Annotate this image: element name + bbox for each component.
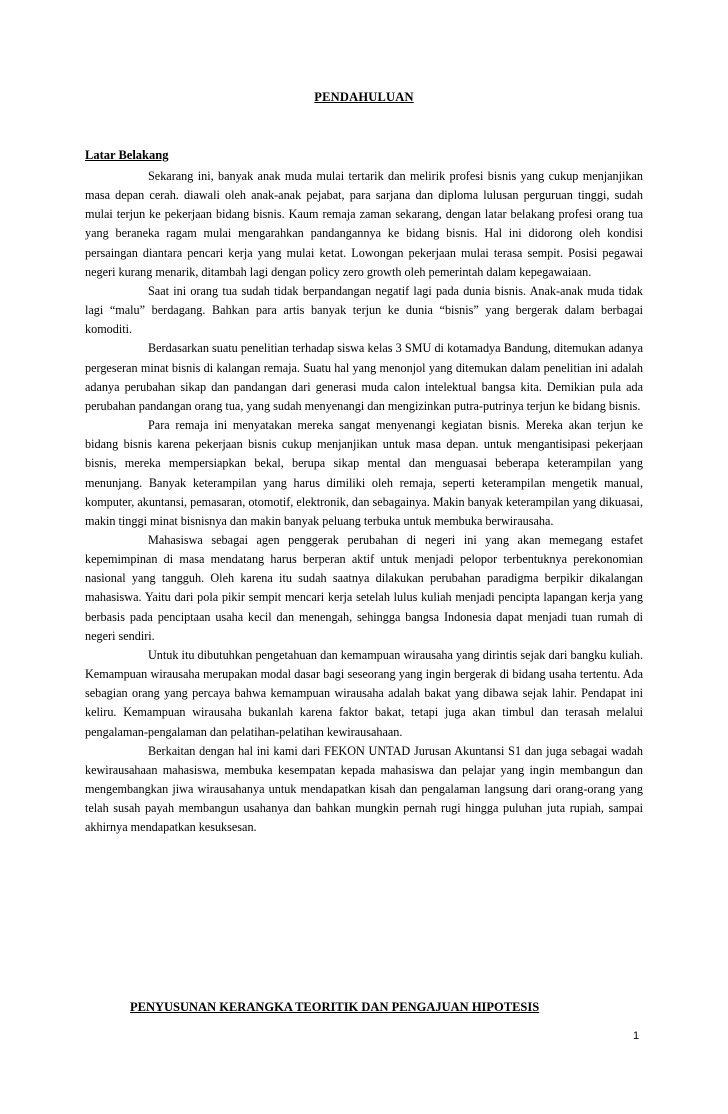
section-heading: Latar Belakang <box>85 148 169 162</box>
body-text <box>85 167 643 837</box>
paragraph: Para remaja ini menyatakan mereka sangat menyenangi kegiatan bisnis. Mereka akan terjun ke bidang bisnis karena pekerjaan bisnis cukup menjanjikan untuk masa depan. untuk mengantisipasi pekerjaan bisnis, mereka mempersiapkan bekal, berupa sikap mental dan menguasai beberapa keterampilan yang menunjang. Banyak keterampilan yang harus dimiliki oleh remaja, seperti keterampilan mengetik manual, komputer, akuntansi, pemasaran, otomotif, elektronik, dan sebagainya. Makin banyak keterampilan yang dikuasai, makin tinggi minat bisnisnya dan makin banyak peluang terbuka untuk membuka berwirausaha. <box>85 418 643 528</box>
paragraph: Untuk itu dibutuhkan pengetahuan dan kemampuan wirausaha yang dirintis sejak dari bangku kuliah. Kemampuan wirausaha merupakan modal dasar bagi seseorang yang ingin bergerak di bidang usaha tertentu. Ada sebagian orang yang percaya bahwa kemampuan wirausaha adalah bakat yang dibawa sejak lahir. Pendapat ini keliru. Kemampuan wirausaha bukanlah karena faktor bakat, tetapi juga akan timbul dan terasah melalui pengalaman-pengalaman dan pelatihan-pelatihan kewirausahaan. <box>85 647 643 739</box>
paragraph: Saat ini orang tua sudah tidak berpandangan negatif lagi pada dunia bisnis. Anak-anak muda tidak lagi “malu” berdagang. Bahkan para artis banyak terjun ke dunia “bisnis” yang bergerak dalam berbagai komoditi. <box>85 283 643 337</box>
document-title: PENDAHULUAN <box>314 90 414 104</box>
paragraph: Berkaitan dengan hal ini kami dari FEKON UNTAD Jurusan Akuntansi S1 dan juga sebagai wadah kewirausahaan mahasiswa, membuka kesempatan kepada mahasiswa dan pelajar yang ingin membangun dan mengembangkan jiwa wirausahanya untuk mendapatkan kisah dan pengalaman langsung dari orang-orang yang telah susah payah membangun usahanya dan bahkan mungkin pernah rugi hingga puluhan juta rupiah, sampai akhirnya mendapatkan kesuksesan. <box>85 743 643 835</box>
page-number: 1 <box>633 1030 640 1042</box>
paragraph: Mahasiswa sebagai agen penggerak perubahan di negeri ini yang akan memegang estafet kepemimpinan di masa mendatang harus berperan aktif untuk menjadi pelopor terbentuknya perekonomian nasional yang tangguh. Oleh karena itu sudah saatnya dilakukan perubahan paradigma berpikir dikalangan mahasiswa. Yaitu dari pola pikir sempit mencari kerja setelah lulus kuliah menjadi pencipta lapangan kerja yang berbasis pada penciptaan usaha kecil dan menengah, sehingga bangsa Indonesia dapat menjadi tuan rumah di negeri sendiri. <box>85 532 643 643</box>
next-section-heading: PENYUSUNAN KERANGKA TEORITIK DAN PENGAJUAN HIPOTESIS <box>130 1000 540 1014</box>
paragraph: Berdasarkan suatu penelitian terhadap siswa kelas 3 SMU di kotamadya Bandung, ditemukan adanya pergeseran minat bisnis di kalangan remaja. Suatu hal yang menonjol yang ditemukan dalam penelitian ini adalah adanya perubahan sikap dan pandangan dari generasi muda calon intelektual bangsa kita. Demikian pula ada perubahan pandangan orang tua, yang sudah menyenangi dan mengizinkan putra-putrinya terjun ke bidang bisnis. <box>85 341 643 413</box>
paragraph: Sekarang ini, banyak anak muda mulai tertarik dan melirik profesi bisnis yang cukup menjanjikan masa depan cerah. diawali oleh anak-anak pejabat, para sarjana dan diploma lulusan perguruan tinggi, sudah mulai terjun ke pekerjaan bidang bisnis. Kaum remaja zaman sekarang, dengan latar belakang profesi orang tua yang beraneka ragam mulai mengarahkan pandangannya ke bidang bisnis. Hal ini didorong oleh kondisi persaingan diantara pencari kerja yang mulai ketat. Lowongan pekerjaan mulai terasa sempit. Posisi pegawai negeri kurang menarik, ditambah lagi dengan policy zero growth oleh pemerintah dalam kepegawaiaan. <box>85 169 643 279</box>
